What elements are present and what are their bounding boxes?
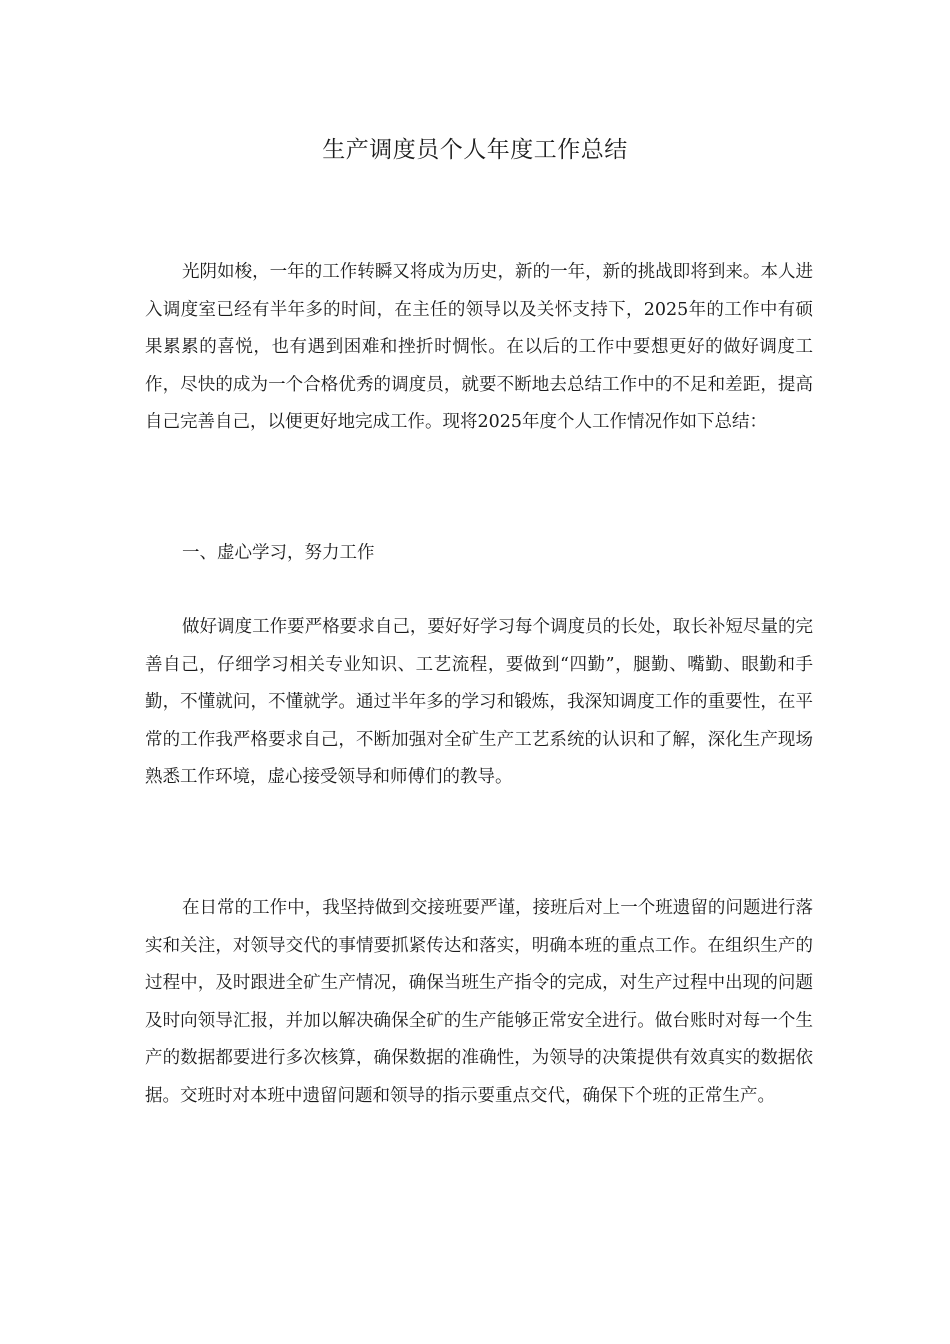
paragraph-daily-work: 在日常的工作中，我坚持做到交接班要严谨，接班后对上一个班遗留的问题进行落实和关注，对领导交代的事情要抓紧传达和落实，明确本班的重点工作。在组织生产的过程中，及时跟进全矿生产情况，确保当班生产指令的完成，对生产过程中出现的问题及时向领导汇报，并加以解决确保全矿的生产能够正常安全进行。做台账时对每一个生产的数据都要进行多次核算，确保数据的准确性，为领导的决策提供有效真实的数据依据。交班时对本班中遗留问题和领导的指示要重点交代，确保下个班的正常生产。 bbox=[145, 898, 813, 1106]
paragraph-section-1-body: 做好调度工作要严格要求自己，要好好学习每个调度员的长处，取长补短尽量的完善自己，仔细学习相关专业知识、工艺流程，要做到“四勤”，腿勤、嘴勤、眼勤和手勤，不懂就问，不懂就学。通过半年多的学习和锻炼，我深知调度工作的重要性，在平常的工作我严格要求自己，不断加强对全矿生产工艺系统的认识和了解，深化生产现场熟悉工作环境，虚心接受领导和师傅们的教导。 bbox=[145, 617, 813, 788]
paragraph-intro: 光阴如梭，一年的工作转瞬又将成为历史，新的一年，新的挑战即将到来。本人进入调度室已经有半年多的时间，在主任的领导以及关怀支持下，2025年的工作中有硕果累累的喜悦，也有遇到困难和挫折时惆怅。在以后的工作中要想更好的做好调度工作，尽快的成为一个合格优秀的调度员，就要不断地去总结工作中的不足和差距，提高自己完善自己，以便更好地完成工作。现将2025年度个人工作情况作如下总结： bbox=[145, 262, 813, 433]
section-heading-1: 一、虚心学习，努力工作 bbox=[182, 543, 375, 563]
document-title: 生产调度员个人年度工作总结 bbox=[322, 137, 628, 163]
